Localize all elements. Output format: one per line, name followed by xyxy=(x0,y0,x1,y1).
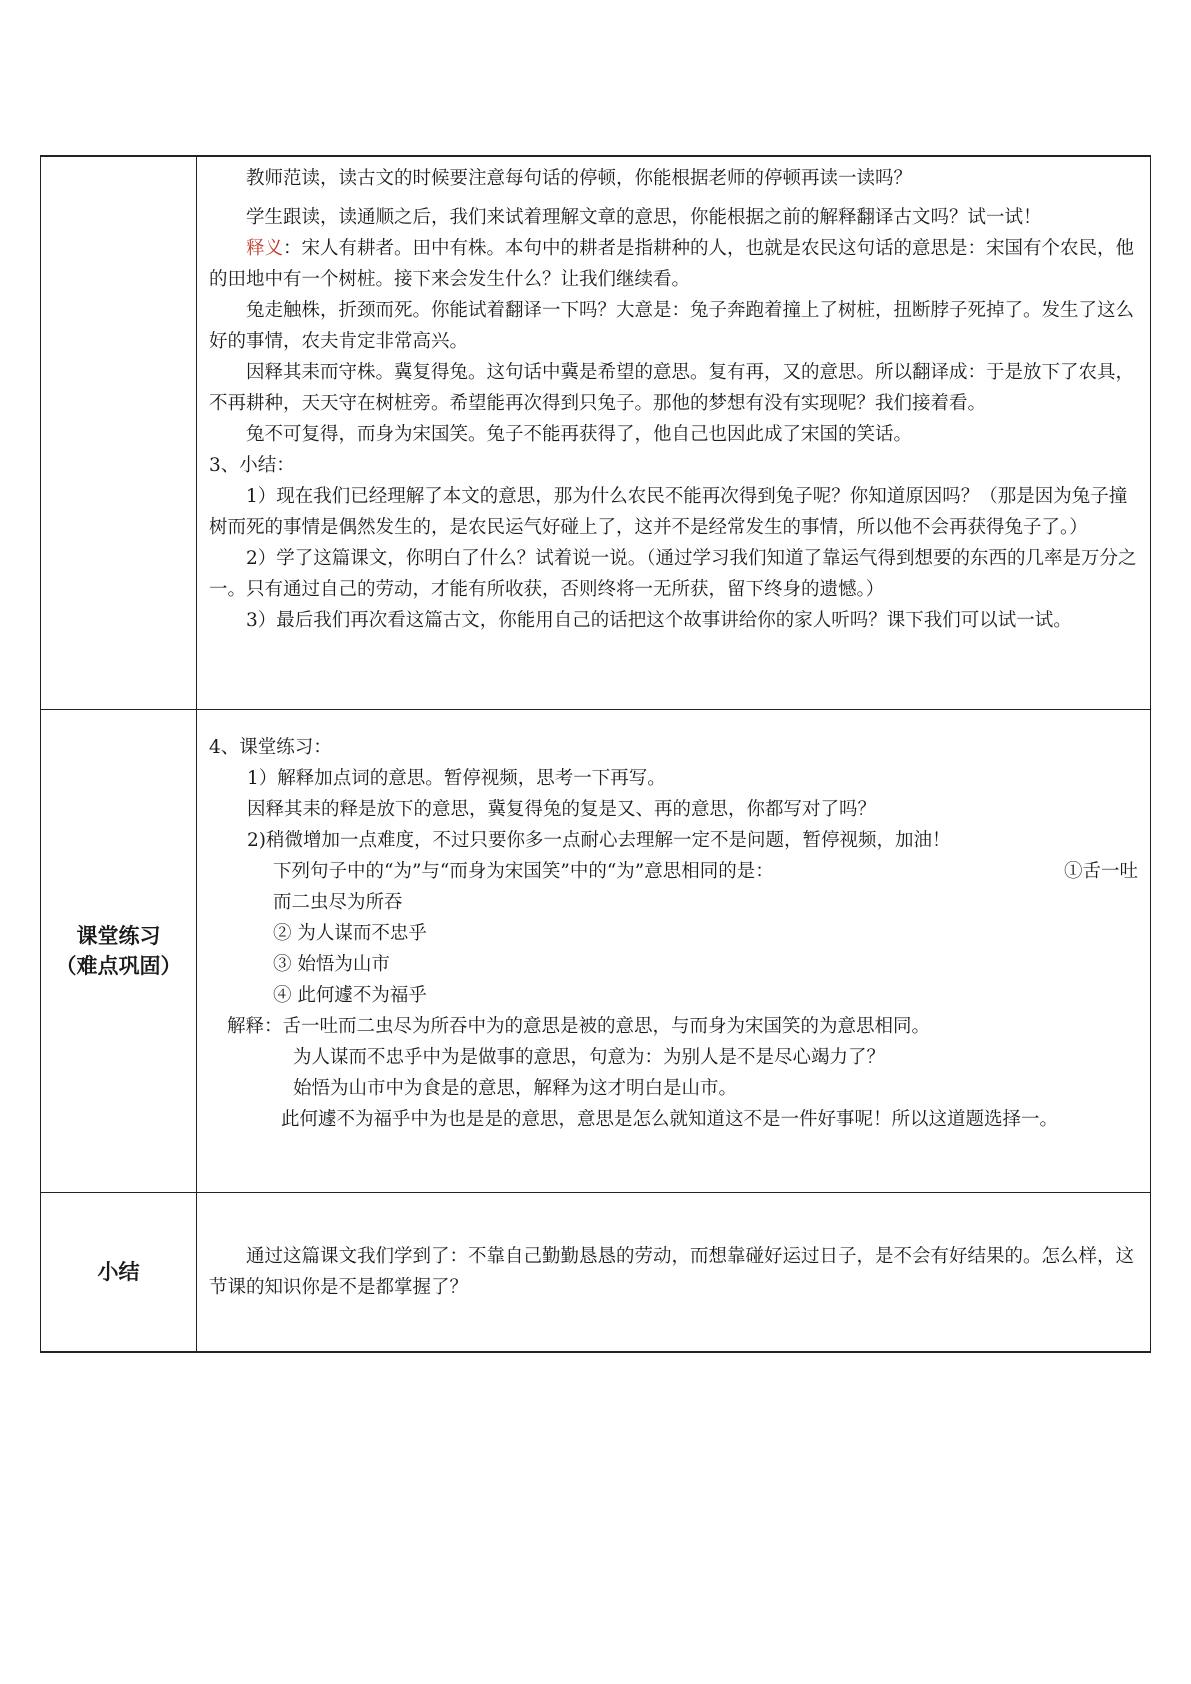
summary-text: 通过这篇课文我们学到了：不靠自己勤勤恳恳的劳动，而想靠碰好运过日子，是不会有好结果的。怎么样，这节课的知识你是不是都掌握了？ xyxy=(209,1245,1135,1298)
paragraph: 兔走触株，折颈而死。你能试着翻译一下吗？大意是：兔子奔跑着撞上了树桩，扭断脖子死掉了。发生了这么好的事情，农夫肯定非常高兴。 xyxy=(209,300,1135,352)
practice-content xyxy=(197,710,1150,1141)
shiyi-label: 释义 xyxy=(246,238,284,259)
summary-content xyxy=(197,1193,1150,1309)
option-3: ③ 始悟为山市 xyxy=(273,953,390,975)
teaching-content xyxy=(197,157,1150,642)
option-1-start: ①舌一吐 xyxy=(1063,860,1138,882)
row-label-cell xyxy=(41,1192,197,1352)
practice-label: 课堂练习 xyxy=(76,923,161,948)
explanation: 解释：舌一吐而二虫尽为所吞中为的意思是被的意思，与而身为宋国笑的为意思相同。 xyxy=(227,1015,931,1037)
row-content-cell xyxy=(197,1192,1151,1352)
paragraph: 教师范读，读古文的时候要注意每句话的停顿，你能根据老师的停顿再读一读吗？ xyxy=(246,168,913,189)
question-2-stem-text: 下列句子中的“为”与“而身为宋国笑”中的“为”意思相同的是： xyxy=(273,860,774,882)
shiyi-text: ：宋人有耕者。田中有株。本句中的耕者是指耕种的人，也就是农民这句话的意思是：宋国有个农民，他的田地中有一个树桩。接下来会发生什么？让我们继续看。 xyxy=(209,238,1135,290)
table-row xyxy=(41,1192,1151,1352)
row-content-cell xyxy=(197,156,1151,709)
question-2: 2)稍微增加一点难度，不过只要你多一点耐心去理解一定不是问题，暂停视频，加油！ xyxy=(247,829,951,851)
option-4: ④ 此何遽不为福乎 xyxy=(273,984,427,1006)
table-row xyxy=(41,156,1151,709)
summary-heading: 3、小结： xyxy=(209,455,295,476)
option-1-end: 而二虫尽为所吞 xyxy=(273,891,403,913)
summary-item: 3）最后我们再次看这篇古文，你能用自己的话把这个故事讲给你的家人听吗？课下我们可以试一试。 xyxy=(246,610,1072,631)
option-2: ② 为人谋而不忠乎 xyxy=(273,922,427,944)
paragraph: 因释其耒而守株。冀复得兔。这句话中冀是希望的意思。复有再，又的意思。所以翻译成：于是放下了农具，不再耕种，天天守在树桩旁。希望能再次得到只兔子。那他的梦想有没有实现呢？我们接着看。 xyxy=(209,362,1135,414)
summary-item: 1）现在我们已经理解了本文的意思，那为什么农民不能再次得到兔子呢？你知道原因吗？（那是因为兔子撞树而死的事情是偶然发生的，是农民运气好碰上了，这并不是经常发生的事情，所以他不会再获得兔子了。） xyxy=(209,486,1128,538)
summary-label: 小结 xyxy=(97,1259,140,1284)
question-2-stem xyxy=(209,856,1138,887)
question-1-answer: 因释其耒的释是放下的意思，冀复得兔的复是又、再的意思，你都写对了吗？ xyxy=(247,798,877,820)
lesson-table xyxy=(40,155,1151,1353)
row-label-cell xyxy=(41,156,197,709)
explanation: 此何遽不为福乎中为也是是的意思，意思是怎么就知道这不是一件好事呢！所以这道题选择一。 xyxy=(281,1108,1059,1130)
practice-sublabel: （难点巩固） xyxy=(55,953,182,978)
practice-heading: 4、课堂练习： xyxy=(209,736,332,758)
summary-item: 2）学了这篇课文，你明白了什么？试着说一说。（通过学习我们知道了靠运气得到想要的东西的几率是万分之一。只有通过自己的劳动，才能有所收获，否则终将一无所获，留下终身的遗憾。） xyxy=(209,548,1137,600)
paragraph: 兔不可复得，而身为宋国笑。兔子不能再获得了，他自己也因此成了宋国的笑话。 xyxy=(246,424,913,445)
explanation: 始悟为山市中为食是的意思，解释为这才明白是山市。 xyxy=(293,1077,738,1099)
row-content-cell xyxy=(197,709,1151,1192)
question-1: 1）解释加点词的意思。暂停视频，思考一下再写。 xyxy=(247,767,666,789)
table-row xyxy=(41,709,1151,1192)
row-label-cell xyxy=(41,709,197,1192)
paragraph: 学生跟读，读通顺之后，我们来试着理解文章的意思，你能根据之前的解释翻译古文吗？试一试！ xyxy=(246,207,1042,228)
explanation: 为人谋而不忠乎中为是做事的意思，句意为：为别人是不是尽心竭力了？ xyxy=(293,1046,886,1068)
paragraph xyxy=(209,233,1138,295)
